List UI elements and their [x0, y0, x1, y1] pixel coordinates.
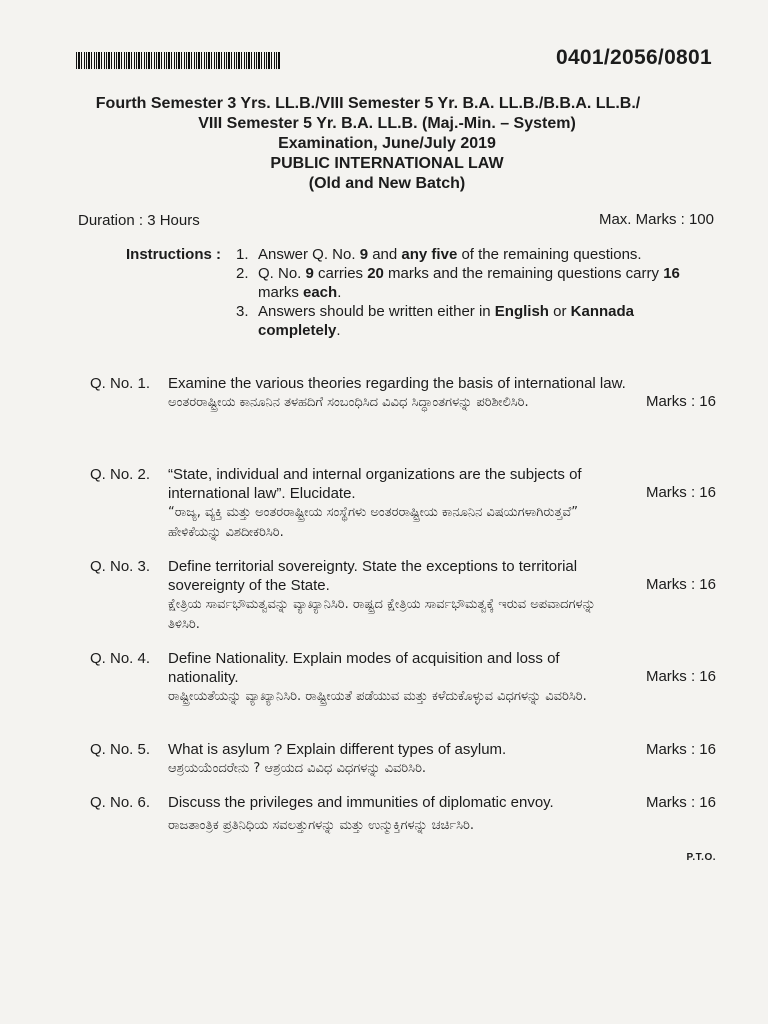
question-body: [168, 793, 628, 836]
instruction-item: [236, 302, 696, 340]
question-body: [168, 740, 628, 779]
instruction-text: Answers should be written either in English or Kannada completely.: [258, 303, 635, 339]
question-body: [168, 557, 628, 635]
question-number: Q. No. 3.: [90, 558, 151, 575]
header-line-1: Fourth Semester 3 Yrs. LL.B./VIII Semester 5 Yr. B.A. LL.B./B.B.A. LL.B./: [95, 95, 641, 112]
instruction-text: Q. No. 9 carries 20 marks and the remaining questions carry 16 marks each.: [258, 265, 680, 301]
barcode: [76, 52, 281, 69]
question-text-kannada: ಕ್ಷೇತ್ರಿಯ ಸಾರ್ವಭೌಮತ್ವವನ್ನು ವ್ಯಾಖ್ಯಾನಿಸಿರಿ. ರಾಷ್ಟ್ರದ ಕ್ಷೇತ್ರಿಯ ಸಾರ್ವಭೌಮತ್ವಕ್ಕೆ ಇರುವ ಅಪವಾದಗಳನ್ನು ತಿಳಿಸಿರಿ.: [168, 597, 596, 632]
question-text: Define territorial sovereignty. State the exceptions to territorial sovereignty of the State.: [168, 558, 578, 594]
instruction-text: Answer Q. No. 9 and any five of the remaining questions.: [258, 246, 642, 263]
question-number: Q. No. 6.: [90, 794, 151, 811]
question-text-kannada: ರಾಷ್ಟ್ರೀಯತೆಯನ್ನು ವ್ಯಾಖ್ಯಾನಿಸಿರಿ. ರಾಷ್ಟ್ರೀಯತೆ ಪಡೆಯುವ ಮತ್ತು ಕಳೆದುಕೊಳ್ಳುವ ವಿಧಗಳನ್ನು ವಿವರಿಸಿರಿ.: [168, 689, 587, 704]
question-marks: Marks : 16: [645, 794, 716, 811]
max-marks: Max. Marks : 100: [598, 211, 714, 228]
question-text: Examine the various theories regarding the basis of international law.: [168, 375, 626, 392]
question-number: Q. No. 1.: [90, 375, 151, 392]
question-number: Q. No. 2.: [90, 466, 151, 483]
pto-note: P.T.O.: [686, 852, 716, 863]
question-number: Q. No. 4.: [90, 650, 151, 667]
question-text: What is asylum ? Explain different types of asylum.: [168, 741, 507, 758]
question-body: [168, 465, 628, 543]
question-body: [168, 649, 628, 707]
instructions-list: [236, 245, 696, 340]
question-text-kannada: “ರಾಜ್ಯ, ವ್ಯಕ್ತಿ ಮತ್ತು ಅಂತರರಾಷ್ಟ್ರೀಯ ಸಂಸ್ಥೆಗಳು ಅಂತರರಾಷ್ಟ್ರೀಯ ಕಾನೂನಿನ ವಿಷಯಗಳಾಗಿರುತ್ತವೆ” ಹೇಳಿಕೆಯನ್ನು ವಿಶದೀಕರಿಸಿರಿ.: [168, 505, 578, 540]
question-text: Discuss the privileges and immunities of diplomatic envoy.: [168, 794, 554, 811]
paper-code: 0401/2056/0801: [555, 46, 712, 69]
header-line-2: VIII Semester 5 Yr. B.A. LL.B. (Maj.-Min. – System): [198, 115, 576, 132]
duration: Duration : 3 Hours: [78, 212, 200, 229]
header-line-3: Examination, June/July 2019: [278, 135, 496, 152]
batch-note: (Old and New Batch): [308, 175, 466, 192]
question-text: “State, individual and internal organizations are the subjects of international law”. Elucidate.: [168, 466, 582, 502]
instruction-number: 3.: [236, 303, 249, 320]
question-marks: Marks : 16: [645, 484, 716, 501]
question-text-kannada: ಅಂತರರಾಷ್ಟ್ರೀಯ ಕಾನೂನಿನ ತಳಹದಿಗೆ ಸಂಬಂಧಿಸಿದ ವಿವಿಧ ಸಿದ್ಧಾಂತಗಳನ್ನು ಪರಿಶೀಲಿಸಿರಿ.: [168, 395, 529, 410]
question-text: Define Nationality. Explain modes of acquisition and loss of nationality.: [168, 650, 560, 686]
question-marks: Marks : 16: [645, 668, 716, 685]
instruction-item: [236, 245, 696, 264]
question-marks: Marks : 16: [645, 576, 716, 593]
subject-title: PUBLIC INTERNATIONAL LAW: [270, 155, 504, 172]
instruction-number: 2.: [236, 265, 249, 282]
question-number: Q. No. 5.: [90, 741, 151, 758]
question-body: [168, 374, 628, 413]
instruction-item: [236, 264, 696, 302]
question-text-kannada: ರಾಜತಾಂತ್ರಿಕ ಪ್ರತಿನಿಧಿಯ ಸವಲತ್ತುಗಳನ್ನು ಮತ್ತು ಉನ್ಮುಕ್ತಿಗಳನ್ನು ಚರ್ಚಿಸಿರಿ.: [168, 818, 475, 833]
exam-header: [0, 94, 714, 194]
question-marks: Marks : 16: [645, 741, 716, 758]
instructions-heading: Instructions :: [126, 246, 222, 263]
question-marks: Marks : 16: [645, 393, 716, 410]
instruction-number: 1.: [236, 246, 249, 263]
question-text-kannada: ಆಶ್ರಯಯೆಂದರೇನು ? ಆಶ್ರಯದ ವಿವಿಧ ವಿಧಗಳನ್ನು ವಿವರಿಸಿರಿ.: [168, 761, 427, 776]
